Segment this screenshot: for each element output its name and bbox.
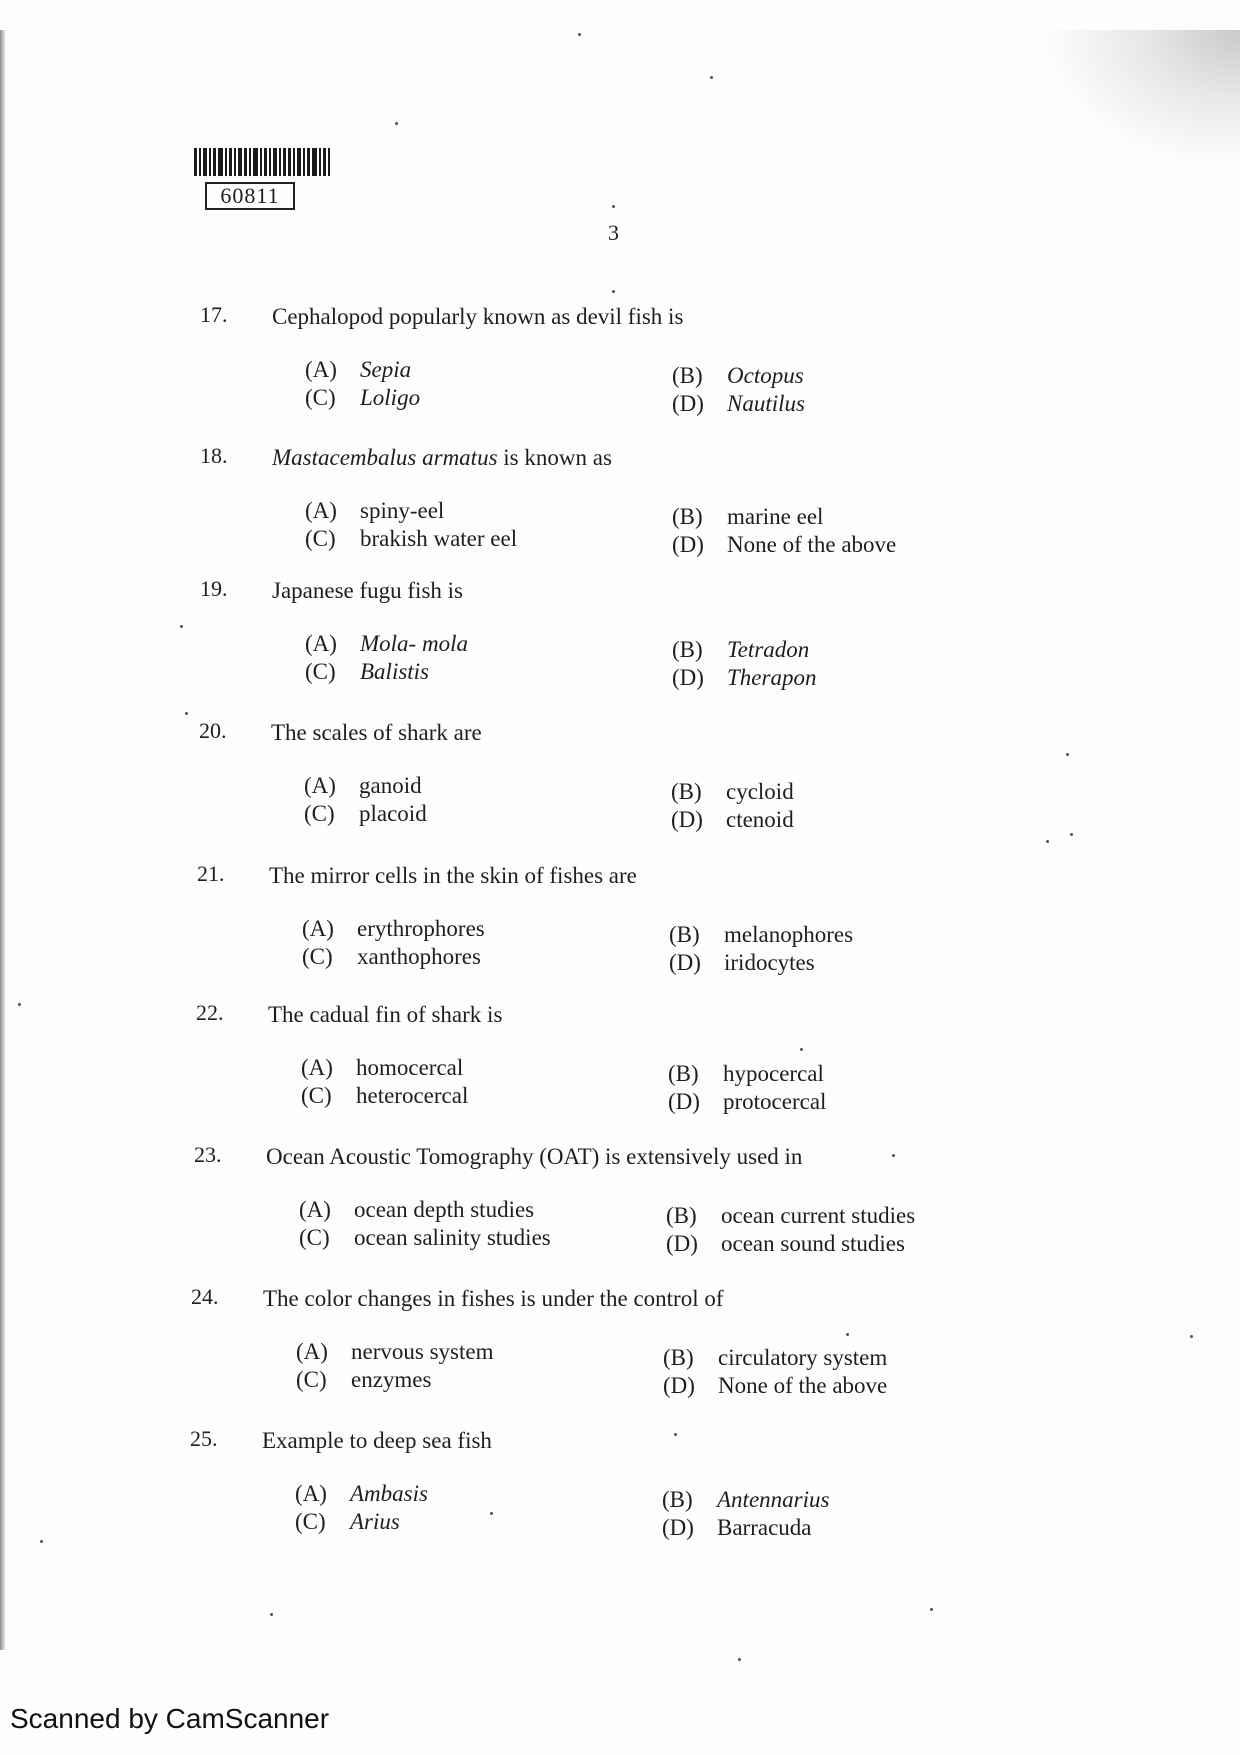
scan-speck [18,1003,21,1006]
barcode-bar [283,148,286,176]
option-letter: (C) [296,1367,327,1392]
option-value: protocercal [723,1089,827,1114]
question-text [269,863,637,889]
option-b [669,922,853,948]
option-letter: (D) [672,532,704,557]
option-d [669,950,815,976]
option-letter: (B) [672,637,703,662]
option-value: ocean depth studies [354,1197,535,1222]
option-c [305,526,517,552]
barcode-bar [238,148,242,176]
scan-speck [395,122,398,125]
question-text-main: The mirror cells in the skin of fishes are [269,863,637,888]
option-letter: (A) [295,1481,327,1506]
option-a [301,1055,463,1081]
option-value: marine eel [727,504,824,529]
option-letter: (D) [668,1089,700,1114]
question-text [266,1144,802,1170]
question-text [272,445,612,471]
option-letter: (D) [669,950,701,975]
option-letter: (C) [295,1509,326,1534]
question-number: 20. [199,718,227,743]
option-letter: (C) [304,801,335,826]
option-c [302,944,481,970]
option-letter: (B) [672,504,703,529]
option-b [662,1487,829,1513]
option-b [672,363,804,389]
option-letter: (B) [662,1487,693,1512]
option-value: spiny-eel [360,498,445,523]
scan-speck [270,1613,273,1616]
question [194,1142,1094,1272]
option-letter: (C) [299,1225,330,1250]
barcode-bar [260,148,262,176]
question-text-main: Ocean Acoustic Tomography (OAT) is extensively used in [266,1144,803,1169]
scan-speck [710,76,713,79]
option-value: ctenoid [726,807,794,832]
question-number: 24. [191,1284,219,1309]
scan-speck [1066,753,1069,756]
option-a [305,498,444,524]
option-letter: (C) [305,526,336,551]
scan-speck [40,1540,43,1543]
option-value: placoid [359,801,427,826]
option-value: ocean sound studies [721,1231,905,1256]
question-number: 21. [197,861,225,886]
question-text-italic: Mastacembalus armatus [272,445,498,470]
option-value: None of the above [718,1373,888,1398]
scan-edge-shadow [0,30,6,1650]
option-d [672,665,816,691]
barcode-bar [203,148,207,176]
option-b [668,1061,824,1087]
option-value: circulatory system [718,1345,888,1370]
option-c [301,1083,468,1109]
option-letter: (B) [672,363,703,388]
scan-speck [578,33,581,36]
option-a [295,1481,428,1507]
option-letter: (A) [304,773,336,798]
question-text-main: Example to deep sea fish [262,1428,492,1453]
option-value: ocean current studies [721,1203,916,1228]
barcode-bar [244,148,247,176]
barcode-bar [288,148,291,176]
question [200,576,1100,706]
option-value: Ambasis [350,1481,428,1506]
option-letter: (D) [672,665,704,690]
barcode-bar [307,148,310,176]
scan-speck [1190,1335,1193,1338]
barcode-bar [328,148,330,176]
barcode-bar [293,148,295,176]
question-text-main: The color changes in fishes is under the control of [263,1286,724,1311]
scan-speck [800,1048,803,1051]
scan-speck [674,1433,677,1436]
option-value: Loligo [360,385,421,410]
question-number: 19. [200,576,228,601]
option-letter: (C) [305,385,336,410]
option-c [295,1509,400,1535]
barcode-bar [323,148,326,176]
question [196,1000,1096,1130]
option-value: Octopus [727,363,804,388]
barcode-bar [209,148,211,176]
barcode-bar [253,148,258,176]
option-a [305,631,468,657]
option-value: cycloid [726,779,794,804]
question [191,1284,1091,1414]
scan-speck [738,1658,741,1661]
option-value: iridocytes [724,950,815,975]
option-d [666,1231,905,1257]
scan-speck [185,712,188,715]
barcode-bar [213,148,216,176]
question-text [268,1002,502,1028]
option-letter: (A) [305,631,337,656]
scanner-watermark: Scanned by CamScanner [10,1703,330,1734]
barcode-bar [249,148,251,176]
option-value: ganoid [359,773,422,798]
barcode-bar [199,148,201,176]
option-value: heterocercal [356,1083,469,1108]
option-value: Antennarius [717,1487,830,1512]
option-c [296,1367,431,1393]
option-c [304,801,427,827]
option-letter: (A) [305,357,337,382]
barcode-bar [319,148,321,176]
option-b [663,1345,887,1371]
option-letter: (D) [672,391,704,416]
option-value: melanophores [724,922,854,947]
option-d [672,391,805,417]
question [199,718,1099,848]
scan-speck [846,1333,849,1336]
question-text-main: is known as [497,445,612,470]
option-letter: (A) [301,1055,333,1080]
question [200,443,1100,573]
barcode-bar [264,148,267,176]
option-a [299,1197,534,1223]
option-d [672,532,896,558]
question-text [263,1286,724,1312]
barcode-bar [229,148,232,176]
barcode-bar [269,148,271,176]
option-a [304,773,422,799]
barcode-bar [312,148,317,176]
barcode-bar [234,148,236,176]
option-letter: (A) [296,1339,328,1364]
barcode-bar [279,148,281,176]
question-text-main: Cephalopod popularly known as devil fish is [272,304,684,329]
option-letter: (B) [663,1345,694,1370]
question [190,1426,1090,1556]
question-number: 25. [190,1426,218,1451]
option-value: hypocercal [723,1061,824,1086]
option-value: Nautilus [727,391,805,416]
barcode-bar [303,148,305,176]
option-d [671,807,794,833]
option-letter: (A) [299,1197,331,1222]
scan-corner-shade [1040,30,1240,170]
question-text [272,304,683,330]
question [197,861,1097,991]
scan-speck [612,205,615,208]
option-value: Arius [350,1509,400,1534]
option-value: Tetradon [727,637,810,662]
option-letter: (D) [663,1373,695,1398]
scan-speck [180,625,183,628]
barcode-bar [218,148,223,176]
option-b [671,779,794,805]
option-value: xanthophores [357,944,481,969]
option-d [663,1373,887,1399]
option-b [666,1203,915,1229]
option-c [299,1225,551,1251]
option-letter: (C) [301,1083,332,1108]
option-a [305,357,411,383]
scan-speck [1070,833,1073,836]
option-letter: (B) [671,779,702,804]
option-value: homocercal [356,1055,464,1080]
scan-speck [892,1154,895,1157]
option-value: ocean salinity studies [354,1225,551,1250]
scan-speck [490,1512,493,1515]
option-a [296,1339,493,1365]
option-value: None of the above [727,532,897,557]
barcode [194,148,354,176]
scan-speck [612,290,615,293]
question-number: 23. [194,1142,222,1167]
option-value: nervous system [351,1339,494,1364]
document-code-box: 60811 [205,182,295,210]
question [200,302,1100,432]
option-value: erythrophores [357,916,485,941]
option-value: Balistis [360,659,430,684]
option-c [305,385,420,411]
option-d [668,1089,826,1115]
option-value: Therapon [727,665,817,690]
option-c [305,659,429,685]
question-text [262,1428,492,1454]
scan-speck [930,1608,933,1611]
option-b [672,504,823,530]
option-letter: (D) [671,807,703,832]
option-letter: (A) [305,498,337,523]
option-letter: (D) [662,1515,694,1540]
question-text-main: The scales of shark are [271,720,482,745]
option-letter: (B) [668,1061,699,1086]
barcode-bar [273,148,277,176]
barcode-bar [297,148,301,176]
option-value: brakish water eel [360,526,518,551]
option-letter: (A) [302,916,334,941]
option-value: enzymes [351,1367,432,1392]
option-d [662,1515,812,1541]
page-number: 3 [608,220,619,245]
question-number: 18. [200,443,228,468]
question-text-main: Japanese fugu fish is [272,578,463,603]
question-number: 22. [196,1000,224,1025]
option-a [302,916,485,942]
option-b [672,637,809,663]
option-letter: (B) [666,1203,697,1228]
option-letter: (C) [305,659,336,684]
barcode-bar [225,148,227,176]
barcode-bar [194,148,197,176]
question-text [272,578,463,604]
option-letter: (C) [302,944,333,969]
question-text [271,720,482,746]
scan-speck [1046,840,1049,843]
option-letter: (B) [669,922,700,947]
option-letter: (D) [666,1231,698,1256]
question-text-main: The cadual fin of shark is [268,1002,503,1027]
question-number: 17. [200,302,228,327]
option-value: Barracuda [717,1515,812,1540]
option-value: Mola- mola [360,631,468,656]
option-value: Sepia [360,357,412,382]
